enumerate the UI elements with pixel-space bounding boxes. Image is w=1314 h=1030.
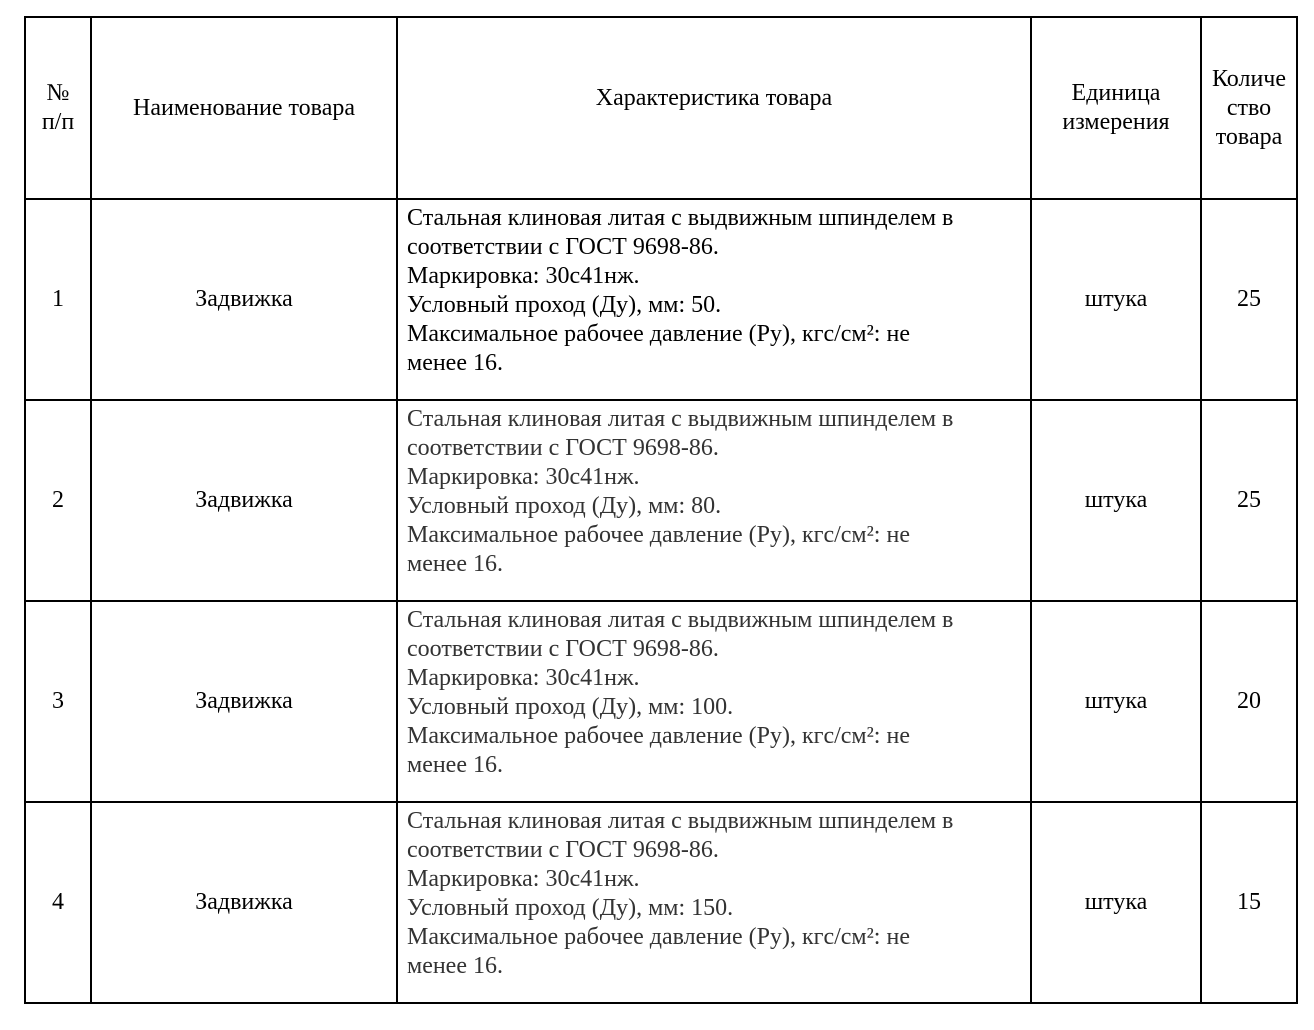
desc-line: менее 16. bbox=[407, 350, 503, 376]
row-name: Задвижка bbox=[91, 400, 397, 601]
row-num: 4 bbox=[25, 802, 91, 1003]
header-qty-line3: товара bbox=[1215, 123, 1283, 150]
row-name: Задвижка bbox=[91, 802, 397, 1003]
desc-line: Маркировка: 30с41нж. bbox=[407, 464, 640, 490]
row-qty: 20 bbox=[1201, 601, 1297, 802]
row-unit: штука bbox=[1031, 199, 1201, 400]
row-desc bbox=[397, 199, 1031, 400]
desc-line: менее 16. bbox=[407, 752, 503, 778]
desc-line: Максимальное рабочее давление (Ру), кгс/см²: не bbox=[407, 522, 910, 548]
header-unit bbox=[1031, 17, 1201, 199]
header-name: Наименование товара bbox=[91, 17, 397, 199]
row-unit: штука bbox=[1031, 400, 1201, 601]
desc-line: Максимальное рабочее давление (Ру), кгс/см²: не bbox=[407, 321, 910, 347]
row-qty: 15 bbox=[1201, 802, 1297, 1003]
table-row bbox=[25, 601, 1297, 802]
desc-line: Маркировка: 30с41нж. bbox=[407, 866, 640, 892]
desc-line: Условный проход (Ду), мм: 50. bbox=[407, 292, 722, 318]
desc-line: соответствии с ГОСТ 9698-86. bbox=[407, 234, 719, 260]
row-unit: штука bbox=[1031, 802, 1201, 1003]
desc-line: Стальная клиновая литая с выдвижным шпинделем в bbox=[407, 205, 954, 231]
header-num bbox=[25, 17, 91, 199]
header-unit-line2: измерения bbox=[1062, 109, 1170, 135]
desc-line: менее 16. bbox=[407, 953, 503, 979]
header-row bbox=[25, 17, 1297, 199]
desc-line: Условный проход (Ду), мм: 150. bbox=[407, 895, 734, 921]
header-unit-line1: Единица bbox=[1071, 80, 1161, 106]
desc-line: Стальная клиновая литая с выдвижным шпинделем в bbox=[407, 406, 954, 432]
row-unit: штука bbox=[1031, 601, 1201, 802]
row-qty: 25 bbox=[1201, 400, 1297, 601]
desc-line: Маркировка: 30с41нж. bbox=[407, 665, 640, 691]
row-name: Задвижка bbox=[91, 601, 397, 802]
row-num: 3 bbox=[25, 601, 91, 802]
desc-line: Маркировка: 30с41нж. bbox=[407, 263, 640, 289]
header-qty-line1: Количе bbox=[1211, 65, 1287, 92]
desc-line: соответствии с ГОСТ 9698-86. bbox=[407, 837, 719, 863]
desc-line: Стальная клиновая литая с выдвижным шпинделем в bbox=[407, 808, 954, 834]
goods-table bbox=[24, 16, 1298, 1004]
desc-line: Условный проход (Ду), мм: 100. bbox=[407, 694, 734, 720]
table-row bbox=[25, 199, 1297, 400]
desc-line: соответствии с ГОСТ 9698-86. bbox=[407, 435, 719, 461]
row-num: 1 bbox=[25, 199, 91, 400]
header-qty-line2: ство bbox=[1226, 94, 1272, 121]
desc-line: Максимальное рабочее давление (Ру), кгс/см²: не bbox=[407, 924, 910, 950]
row-qty: 25 bbox=[1201, 199, 1297, 400]
row-desc bbox=[397, 400, 1031, 601]
row-name: Задвижка bbox=[91, 199, 397, 400]
header-desc: Характеристика товара bbox=[397, 17, 1031, 199]
header-qty bbox=[1201, 17, 1297, 199]
table-row bbox=[25, 400, 1297, 601]
row-num: 2 bbox=[25, 400, 91, 601]
header-num-line1: № bbox=[46, 80, 70, 106]
desc-line: Максимальное рабочее давление (Ру), кгс/см²: не bbox=[407, 723, 910, 749]
desc-line: соответствии с ГОСТ 9698-86. bbox=[407, 636, 719, 662]
desc-line: Условный проход (Ду), мм: 80. bbox=[407, 493, 722, 519]
row-desc bbox=[397, 802, 1031, 1003]
header-num-line2: п/п bbox=[41, 109, 75, 135]
desc-line: менее 16. bbox=[407, 551, 503, 577]
row-desc bbox=[397, 601, 1031, 802]
desc-line: Стальная клиновая литая с выдвижным шпинделем в bbox=[407, 607, 954, 633]
table-row bbox=[25, 802, 1297, 1003]
